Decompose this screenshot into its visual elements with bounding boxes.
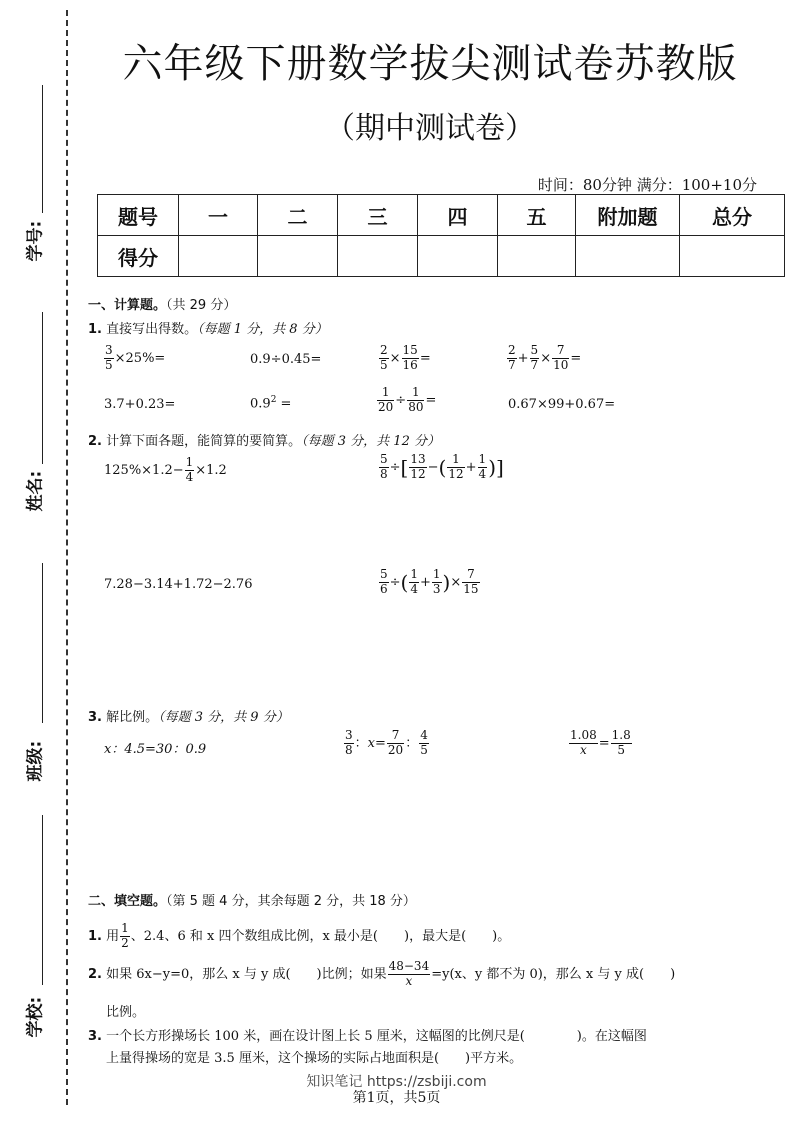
oral-expr-3: $\frac{2}{5}$ × $\frac{15}{16}$ = bbox=[380, 343, 431, 372]
fraction: $\frac{1}{20}$ bbox=[378, 385, 394, 414]
student-id-label: 学号: bbox=[25, 220, 46, 262]
oral-expr-1: $\frac{3}{5}$ ×25%= bbox=[105, 343, 166, 372]
score-input-cell[interactable] bbox=[498, 236, 576, 277]
score-cell: 一 bbox=[179, 195, 258, 236]
page-number: 第1页，共5页 bbox=[352, 1090, 441, 1106]
fraction: $\frac{3}{5}$ bbox=[105, 343, 113, 372]
oral-expr-6: $0.9^2$ = bbox=[250, 395, 292, 412]
fraction: $\frac{1}{2}$ bbox=[121, 921, 129, 950]
fraction: $\frac{5}{7}$ bbox=[530, 343, 539, 372]
page-subtitle: （期中测试卷） bbox=[325, 111, 535, 146]
score-cell: 二 bbox=[258, 195, 338, 236]
oral-expr-4: $\frac{2}{7}$ + $\frac{5}{7}$ × $\frac{7}{10}$ = bbox=[508, 343, 582, 372]
fraction: $\frac{1}{4}$ bbox=[410, 567, 418, 596]
score-input-cell[interactable] bbox=[179, 236, 258, 277]
fraction: $\frac{1}{12}$ bbox=[448, 452, 464, 481]
school-line bbox=[42, 815, 43, 985]
oral-expr-2: 0.9÷0.45= bbox=[250, 352, 322, 367]
fraction: $\frac{2}{7}$ bbox=[508, 343, 516, 372]
class-label: 班级: bbox=[25, 740, 46, 782]
score-cell: 四 bbox=[418, 195, 498, 236]
fraction: $\frac{1}{80}$ bbox=[408, 385, 424, 414]
fraction: $\frac{5}{8}$ bbox=[380, 452, 388, 481]
fraction: $\frac{1.8}{5}$ bbox=[611, 728, 631, 757]
fraction: $\frac{7}{20}$ bbox=[387, 728, 404, 757]
fraction: $\frac{1.08}{x}$ bbox=[570, 728, 597, 757]
proportion-2: $\frac{3}{8}$ ：x= $\frac{7}{20}$ ： $\frac{4}{5}$ bbox=[345, 728, 428, 757]
watermark: 知识笔记 https://zsbiji.com bbox=[306, 1074, 487, 1090]
section2-heading: 二、填空题。（第 5 题 4 分，其余每题 2 分，共 18 分） bbox=[88, 894, 416, 909]
score-input-cell[interactable] bbox=[680, 236, 785, 277]
calc-expr-3: 7.28−3.14+1.72−2.76 bbox=[104, 577, 253, 592]
score-input-cell[interactable] bbox=[338, 236, 418, 277]
score-input-cell[interactable] bbox=[418, 236, 498, 277]
fraction: $\frac{1}{4}$ bbox=[185, 455, 194, 484]
fraction: $\frac{2}{5}$ bbox=[380, 343, 388, 372]
score-row-label: 得分 bbox=[98, 236, 179, 277]
name-line bbox=[42, 312, 43, 464]
score-cell: 三 bbox=[338, 195, 418, 236]
class-line bbox=[42, 563, 43, 723]
question-1-3: 3. 解比例。（每题 3 分，共 9 分） bbox=[88, 710, 289, 725]
calc-expr-4: $\frac{5}{6}$ ÷( $\frac{1}{4}$ + $\frac{1}{3}$ )× $\frac{7}{15}$ bbox=[380, 567, 479, 596]
oral-expr-8: 0.67×99+0.67= bbox=[508, 397, 616, 412]
fraction: $\frac{1}{4}$ bbox=[478, 452, 487, 481]
fraction: $\frac{4}{5}$ bbox=[420, 728, 428, 757]
school-label: 学校: bbox=[25, 996, 46, 1038]
score-table-score-row bbox=[98, 236, 785, 277]
question-2-1: 1. 用 $\frac{1}{2}$ 、2.4、6 和 x 四个数组成比例，x 最小是( )，最大是( )。 bbox=[88, 921, 511, 950]
oral-expr-7: $\frac{1}{20}$ ÷ $\frac{1}{80}$ = bbox=[378, 385, 437, 414]
question-2-3-cont: 上量得操场的宽是 3.5 厘米，这个操场的实际占地面积是( )平方米。 bbox=[106, 1051, 523, 1066]
oral-expr-5: 3.7+0.23= bbox=[104, 397, 176, 412]
question-2-2: 2. 如果 6x−y=0，那么 x 与 y 成( )比例；如果 $\frac{48-34}{x}=y(x$、y 都不为 0)，那么 x 与 y 成( ) bbox=[88, 959, 676, 988]
exam-meta: 时间：80分钟 满分：100+10分 bbox=[537, 176, 757, 194]
fraction: $\frac{15}{16}$ bbox=[402, 343, 418, 372]
fraction: $\frac{13}{12}$ bbox=[410, 452, 426, 481]
question-1-2: 2. 计算下面各题，能简算的要简算。（每题 3 分，共 12 分） bbox=[88, 434, 440, 449]
score-cell: 总分 bbox=[680, 195, 785, 236]
score-cell: 五 bbox=[498, 195, 576, 236]
student-id-line bbox=[42, 85, 43, 213]
question-1-1: 1. 直接写出得数。（每题 1 分，共 8 分） bbox=[88, 322, 328, 337]
fraction: $\frac{1}{3}$ bbox=[432, 567, 441, 596]
proportion-3: $\frac{1.08}{x}=$ $\frac{1.8}{5}$ bbox=[570, 728, 631, 757]
fraction: $\frac{7}{15}$ bbox=[463, 567, 479, 596]
score-cell: 附加题 bbox=[576, 195, 680, 236]
calc-expr-1: 125%×1.2− $\frac{1}{4}$ ×1.2 bbox=[104, 455, 227, 484]
fraction: $\frac{48-34}{x}$ bbox=[388, 959, 430, 988]
calc-expr-2: $\frac{5}{8}$ ÷[ $\frac{13}{12}$ −( $\frac{1}{12}$ + $\frac{1}{4}$ )] bbox=[380, 452, 504, 481]
score-input-cell[interactable] bbox=[258, 236, 338, 277]
proportion-1: x：4.5=30：0.9 bbox=[104, 742, 207, 757]
binding-dashed-line bbox=[66, 10, 68, 1105]
section1-heading: 一、计算题。（共 29 分） bbox=[88, 298, 237, 313]
fraction: $\frac{3}{8}$ bbox=[345, 728, 353, 757]
question-2-2-cont: 比例。 bbox=[106, 1005, 146, 1020]
score-input-cell[interactable] bbox=[576, 236, 680, 277]
page-title: 六年级下册数学拔尖测试卷苏教版 bbox=[122, 41, 738, 87]
name-label: 姓名: bbox=[25, 470, 46, 512]
fraction: $\frac{7}{10}$ bbox=[553, 343, 569, 372]
score-cell: 题号 bbox=[98, 195, 179, 236]
question-2-3: 3. 一个长方形操场长 100 米，画在设计图上长 5 厘米，这幅图的比例尺是( )。在这幅图 bbox=[88, 1029, 647, 1044]
score-table bbox=[97, 194, 785, 277]
fraction: $\frac{5}{6}$ bbox=[380, 567, 388, 596]
score-table-header-row bbox=[98, 195, 785, 236]
